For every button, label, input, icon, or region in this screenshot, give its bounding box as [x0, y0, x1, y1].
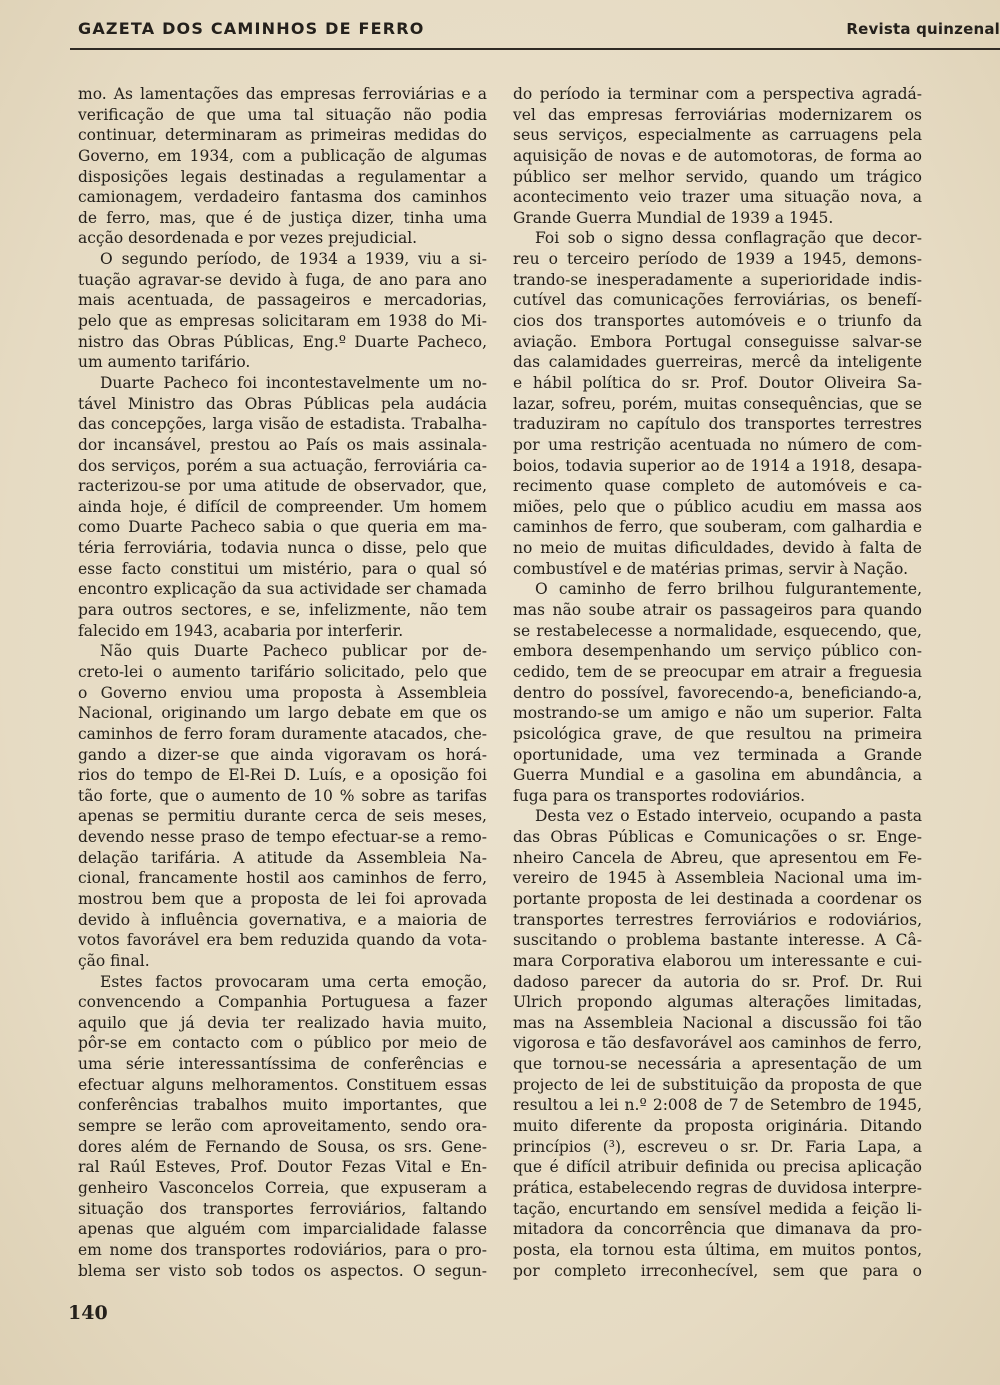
text-line: vel das empresas ferroviárias modernizarem os	[513, 105, 922, 124]
text-line: téria ferroviária, todavia nunca o disse, pelo que	[78, 539, 487, 558]
text-line: por completo irreconhecível, sem que para o	[513, 1261, 922, 1280]
text-line: posta, ela tornou esta última, em muitos pontos,	[513, 1240, 922, 1259]
text-line: acontecimento veio trazer uma situação nova, a	[513, 188, 922, 207]
text-line: convencendo a Companhia Portuguesa a fazer	[78, 993, 487, 1012]
right-column	[513, 84, 922, 1281]
text-line: reu o terceiro período de 1939 a 1945, demons-	[513, 250, 922, 269]
text-line: acção desordenada e por vezes prejudicial.	[78, 229, 418, 248]
text-line: mara Corporativa elaborou um interessante e cui-	[513, 951, 922, 970]
text-line: nheiro Cancela de Abreu, que apresentou em Fe-	[513, 848, 922, 867]
text-line: ral Raúl Esteves, Prof. Doutor Fezas Vital e En-	[78, 1158, 487, 1177]
text-line: mostrando-se um amigo e não um superior. Falta	[513, 704, 922, 723]
text-line: mais acentuada, de passageiros e mercadorias,	[78, 291, 487, 310]
text-line: gando a dizer-se que ainda vigoravam os horá-	[78, 745, 487, 764]
text-line: em nome dos transportes rodoviários, para o pro-	[78, 1240, 487, 1259]
text-line: que tornou-se necessária a apresentação de um	[513, 1055, 922, 1074]
text-line: das calamidades guerreiras, mercê da inteligente	[513, 353, 922, 372]
text-line: público ser melhor servido, quando um trágico	[513, 167, 922, 186]
text-line: camionagem, verdadeiro fantasma dos caminhos	[78, 188, 487, 207]
text-line: sempre se lerão com aproveitamento, sendo ora-	[78, 1117, 487, 1136]
text-line: caminhos de ferro foram duramente atacados, che-	[78, 724, 487, 743]
text-line: portante proposta de lei destinada a coordenar os	[513, 889, 922, 908]
text-line: falecido em 1943, acabaria por interferir.	[78, 621, 404, 640]
text-line: votos favorável era bem reduzida quando da vota-	[78, 931, 487, 950]
text-line: se restabelecesse a normalidade, esquecendo, que,	[513, 621, 922, 640]
text-line: dores além de Fernando de Sousa, os srs. Gene-	[78, 1137, 487, 1156]
text-line: cios dos transportes automóveis e o triunfo da	[513, 312, 922, 331]
text-line: dor incansável, prestou ao País os mais assinala-	[78, 435, 487, 454]
text-line: por uma restrição acentuada no número de com-	[513, 435, 922, 454]
text-line: tuação agravar-se devido à fuga, de ano para ano	[78, 270, 487, 289]
text-line: traduziram no capítulo dos transportes terrestres	[513, 415, 922, 434]
text-line: no meio de muitas dificuldades, devido à falta de	[513, 539, 922, 558]
text-line: encontro explicação da sua actividade ser chamada	[78, 580, 487, 599]
text-line: O caminho de ferro brilhou fulgurantemente,	[535, 580, 922, 599]
text-line: aquilo que já devia ter realizado havia muito,	[78, 1013, 487, 1032]
text-line: oportunidade, uma vez terminada a Grande	[513, 745, 922, 764]
text-line: mas não soube atrair os passageiros para quando	[513, 601, 922, 620]
text-line: conferências trabalhos muito importantes, que	[78, 1096, 487, 1115]
text-line: do período ia terminar com a perspectiva agradá-	[513, 85, 922, 103]
text-line: apenas se permitiu durante cerca de seis meses,	[78, 807, 487, 826]
text-line: o Governo enviou uma proposta à Assembleia	[78, 683, 487, 702]
text-line: dos serviços, porém a sua actuação, ferroviária ca-	[78, 456, 487, 475]
text-line: apenas que alguém com imparcialidade falasse	[78, 1220, 487, 1239]
text-line: e hábil política do sr. Prof. Doutor Oliveira Sa-	[513, 373, 922, 392]
text-line: que é difícil atribuir definida ou precisa aplicação	[513, 1158, 922, 1177]
text-line: cional, francamente hostil aos caminhos de ferro,	[78, 869, 487, 888]
text-line: Guerra Mundial e a gasolina em abundância, a	[513, 766, 922, 785]
text-line: caminhos de ferro, que souberam, com galhardia e	[513, 518, 922, 537]
page-header	[78, 19, 1000, 45]
text-line: Ulrich propondo algumas alterações limitadas,	[513, 993, 922, 1012]
text-line: combustível e de matérias primas, servir à Nação.	[513, 559, 909, 578]
text-line: Duarte Pacheco foi incontestavelmente um no-	[100, 373, 487, 392]
text-line: suscitando o problema bastante interesse. A Câ-	[513, 931, 922, 950]
text-line: pelo que as empresas solicitaram em 1938 do Mi-	[78, 312, 487, 331]
text-line: tação, encurtando em sensível medida a feição li-	[513, 1199, 922, 1218]
text-line: de ferro, mas, que é de justiça dizer, tinha uma	[78, 208, 487, 227]
text-line: resultou a lei n.º 2:008 de 7 de Setembro de 1945,	[513, 1096, 922, 1115]
text-line: recimento quase completo de automóveis e ca-	[513, 477, 922, 496]
text-line: boios, todavia superior ao de 1914 a 1918, desapa-	[513, 456, 922, 475]
text-line: uma série interessantíssima de conferências e	[78, 1055, 487, 1074]
text-line: Desta vez o Estado interveio, ocupando a pasta	[535, 807, 922, 826]
text-line: ção final.	[78, 951, 150, 970]
text-line: disposições legais destinadas a regulamentar a	[78, 167, 487, 186]
text-line: dadoso parecer da autoria do sr. Prof. Dr. Rui	[513, 972, 922, 991]
text-line: aquisição de novas e de automotoras, de forma ao	[513, 146, 922, 165]
text-line: efectuar alguns melhoramentos. Constituem essas	[78, 1075, 487, 1094]
text-line: delação tarifária. A atitude da Assembleia Na-	[78, 848, 487, 867]
text-line: continuar, determinaram as primeiras medidas do	[78, 126, 487, 145]
journal-title: GAZETA DOS CAMINHOS DE FERRO	[78, 19, 425, 38]
text-line: das Obras Públicas e Comunicações o sr. Enge-	[513, 828, 922, 847]
text-line: creto-lei o aumento tarifário solicitado, pelo que	[78, 662, 487, 681]
text-line: cutível das comunicações ferroviárias, os benefí-	[513, 291, 922, 310]
text-line: embora desempenhando um serviço público con-	[513, 642, 922, 661]
text-line: como Duarte Pacheco sabia o que queria em ma-	[78, 518, 487, 537]
text-line: muito diferente da proposta originária. Ditando	[513, 1117, 922, 1136]
left-column	[78, 84, 487, 1281]
text-line: genheiro Vasconcelos Correia, que expuseram a	[78, 1178, 487, 1197]
text-line: psicológica grave, de que resultou na primeira	[513, 724, 922, 743]
text-line: mas na Assembleia Nacional a discussão foi tão	[513, 1013, 922, 1032]
text-line: miões, pelo que o público acudiu em massa aos	[513, 497, 922, 516]
text-line: Foi sob o signo dessa conflagração que decor-	[535, 229, 922, 248]
header-rule	[70, 48, 1000, 50]
text-line: dentro do possível, favorecendo-a, beneficiando-a,	[513, 683, 922, 702]
text-line: racterizou-se por uma atitude de observador, que,	[78, 477, 487, 496]
text-line: vigorosa e tão desfavorável aos caminhos de ferro,	[513, 1034, 922, 1053]
text-line: lazar, sofreu, porém, muitas consequências, que se	[513, 394, 922, 413]
text-line: aviação. Embora Portugal conseguisse salvar-se	[513, 332, 922, 351]
text-line: prática, estabelecendo regras de duvidosa interpre-	[513, 1178, 922, 1197]
text-line: das concepções, larga visão de estadista. Trabalha-	[78, 415, 487, 434]
text-line: nistro das Obras Públicas, Eng.º Duarte Pacheco,	[78, 332, 487, 351]
text-line: Grande Guerra Mundial de 1939 a 1945.	[513, 208, 834, 227]
text-line: cedido, tem de se preocupar em atrair a freguesia	[513, 662, 922, 681]
text-line: devido à influência governativa, e a maioria de	[78, 910, 487, 929]
text-line: verificação de que uma tal situação não podia	[78, 105, 487, 124]
text-line: esse facto constitui um mistério, para o qual só	[78, 559, 487, 578]
text-line: blema ser visto sob todos os aspectos. O segun-	[78, 1261, 487, 1280]
text-line: vereiro de 1945 à Assembleia Nacional uma im-	[513, 869, 922, 888]
text-line: mo. As lamentações das empresas ferroviárias e a	[78, 85, 487, 103]
text-line: Estes factos provocaram uma certa emoção,	[100, 972, 487, 991]
page-number: 140	[68, 1302, 108, 1324]
journal-subtitle: Revista quinzenal	[846, 20, 1000, 38]
text-line: fuga para os transportes rodoviários.	[513, 786, 806, 805]
text-line: Governo, em 1934, com a publicação de algumas	[78, 146, 487, 165]
text-line: seus serviços, especialmente as carruagens pela	[513, 126, 922, 145]
text-line: pôr-se em contacto com o público por meio de	[78, 1034, 487, 1053]
text-line: O segundo período, de 1934 a 1939, viu a si-	[100, 250, 487, 269]
text-line: um aumento tarifário.	[78, 353, 251, 372]
text-line: princípios (³), escreveu o sr. Dr. Faria Lapa, a	[513, 1137, 922, 1156]
text-line: Não quis Duarte Pacheco publicar por de-	[100, 642, 487, 661]
text-line: situação dos transportes ferroviários, faltando	[78, 1199, 487, 1218]
text-line: rios do tempo de El-Rei D. Luís, e a oposição foi	[78, 766, 487, 785]
text-line: Nacional, originando um largo debate em que os	[78, 704, 487, 723]
text-line: ainda hoje, é difícil de compreender. Um homem	[78, 497, 487, 516]
text-line: para outros sectores, e se, infelizmente, não tem	[78, 601, 487, 620]
text-line: tável Ministro das Obras Públicas pela audácia	[78, 394, 487, 413]
text-line: projecto de lei de substituição da proposta de que	[513, 1075, 922, 1094]
text-line: trando-se inesperadamente a superioridade indis-	[513, 270, 922, 289]
text-line: transportes terrestres ferroviários e rodoviários,	[513, 910, 922, 929]
text-line: tão forte, que o aumento de 10 % sobre as tarifas	[78, 786, 487, 805]
text-line: mostrou bem que a proposta de lei foi aprovada	[78, 889, 487, 908]
text-line: devendo nesse praso de tempo efectuar-se a remo-	[78, 828, 487, 847]
text-line: mitadora da concorrência que dimanava da pro-	[513, 1220, 922, 1239]
